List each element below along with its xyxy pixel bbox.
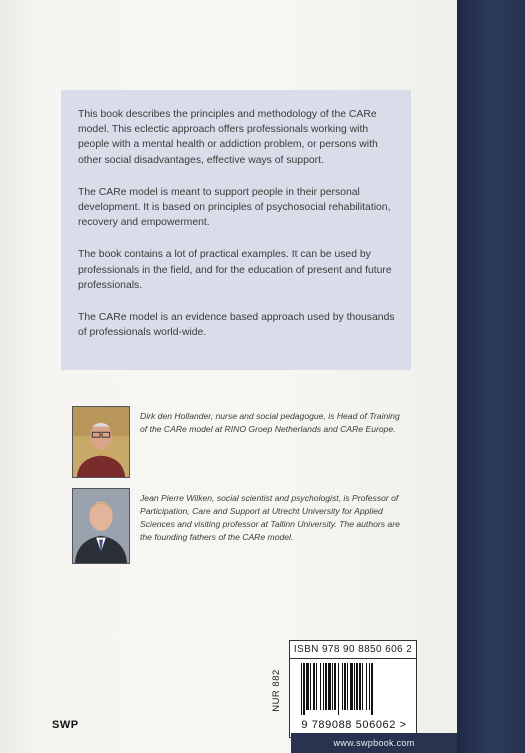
barcode-icon — [300, 663, 406, 715]
author-photo — [72, 488, 130, 564]
author-bio: Dirk den Hollander, nurse and social pedagogue, is Head of Training of the CARe model at RINO Groep Netherlands and CARe Europe. — [140, 411, 400, 434]
blurb-paragraph-4: The CARe model is an evidence based approach used by thousands of professionals world-wide. — [78, 312, 395, 339]
blurb-paragraph-1: This book describes the principles and methodology of the CARe model. This eclectic approach offers professionals working with people with a mental health or addiction problem, or persons with other social disadvantages, effective ways of support. — [78, 109, 378, 166]
blurb-panel — [61, 90, 411, 370]
barcode-box — [289, 640, 417, 738]
publisher-url-bar[interactable] — [291, 733, 457, 753]
blurb-paragraph-2: The CARe model is meant to support people in their personal development. It is based on principles of psychosocial rehabilitation, recovery and empowerment. — [78, 186, 391, 229]
nur-label: NUR 882 — [270, 668, 282, 712]
author-photo — [72, 406, 130, 478]
isbn-label: ISBN 978 90 8850 606 2 — [290, 641, 416, 659]
publisher-url[interactable]: www.swpbook.com — [333, 738, 415, 748]
blurb-paragraph-3: The book contains a lot of practical examples. It can be used by professionals in the field, and for the education of present and future professionals. — [78, 249, 392, 291]
book-spine — [457, 0, 525, 753]
nur-code — [266, 660, 286, 720]
publisher-logo: SWP — [52, 719, 79, 731]
barcode-digits: 9 789088 506062 > — [301, 719, 407, 731]
author-bio: Jean Pierre Wilken, social scientist and psychologist, is Professor of Participation, Care and Support at Utrecht University for Applied Sciences and visiting professor at Tallinn University. The authors are the founding fathers of the CARe model. — [140, 493, 400, 542]
